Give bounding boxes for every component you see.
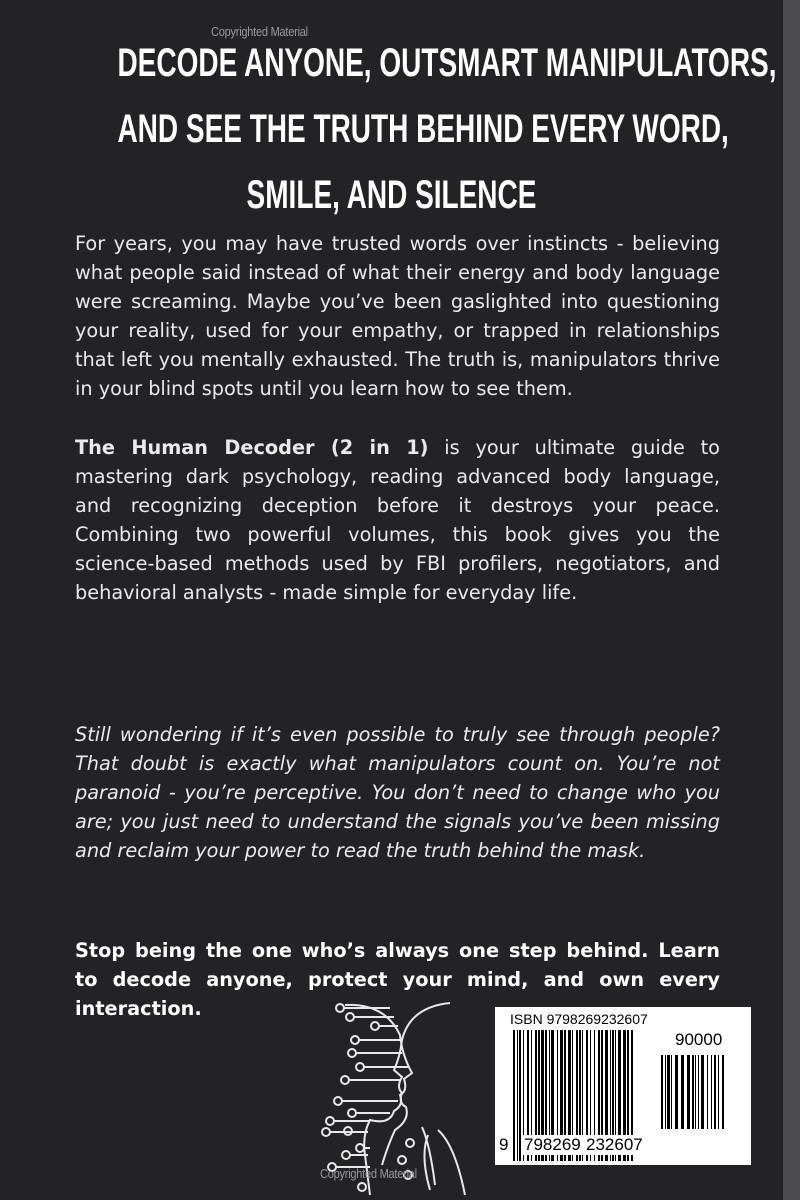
barcode-bar — [665, 1055, 666, 1129]
book-title-bold: The Human Decoder (2 in 1) — [75, 436, 429, 459]
barcode-bar — [687, 1055, 690, 1129]
headline — [0, 30, 783, 228]
barcode-digit-first: 9 — [499, 1135, 509, 1154]
intro-paragraph: For years, you may have trusted words over instincts - believing what people said instead of what their energy and body language were screaming. Maybe you’ve been gaslighted into questioning your reality, used for your empathy, or trapped in relationships that left you mentally exhausted. The truth is, manipulators thrive in your blind spots until you learn how to see them. — [75, 232, 720, 400]
barcode-digits-right: 232607 — [586, 1135, 643, 1154]
isbn-label: ISBN 9798269232607 — [510, 1011, 648, 1027]
barcode-bar — [681, 1055, 684, 1129]
barcode-bar — [517, 1030, 518, 1161]
barcode-bar — [711, 1055, 712, 1129]
barcode-bar — [714, 1055, 716, 1129]
barcode-bar — [661, 1055, 663, 1129]
watermark-bottom: Copyrighted Material — [320, 1166, 417, 1181]
barcode-bar — [698, 1055, 699, 1129]
headline-line-1: DECODE ANYONE, OUTSMART MANIPULATORS, — [117, 41, 777, 85]
barcode-bar — [695, 1055, 696, 1129]
barcode-bar — [513, 1030, 515, 1161]
italic-paragraph: Still wondering if it’s even possible to truly see through people? That doubt is exactly what manipulators count on. You’re not paranoid - you’re perceptive. You don’t need to change who you are; you just need to understand the signals you’ve been missing and reclaim your power to read the truth behind the mask. — [75, 723, 720, 862]
barcode-digits-left: 798269 — [524, 1135, 581, 1154]
price-code: 90000 — [675, 1030, 723, 1049]
call-to-action-paragraph: Stop being the one who’s always one step behind. Learn to decode anyone, protect your mind, and own every interaction. — [75, 939, 720, 1020]
barcode-bar — [692, 1055, 694, 1129]
headline-line-2: AND SEE THE TRUTH BEHIND EVERY WORD, — [117, 107, 729, 151]
isbn-barcode — [495, 1007, 751, 1165]
barcode-bar — [707, 1055, 708, 1129]
barcode-bar — [667, 1055, 670, 1129]
barcode-bar — [519, 1030, 521, 1161]
headline-line-3: SMILE, AND SILENCE — [246, 173, 537, 217]
barcode-bar — [722, 1055, 724, 1129]
spine-edge — [783, 0, 800, 1200]
barcode-bar — [671, 1055, 672, 1129]
description-text: is your ultimate guide to mastering dark psychology, reading advanced body language, and recognizing deception before it destroys your peace. Combining two powerful volumes, this book gives you the science-based methods used by FBI profilers, negotiators, and behavioral analysts - made simple for everyday life. — [75, 436, 720, 604]
barcode-bar — [701, 1055, 704, 1129]
watermark-top: Copyrighted Material — [211, 24, 308, 39]
barcode-bar — [718, 1055, 719, 1129]
book-description-paragraph — [75, 433, 720, 607]
barcode-bar — [675, 1055, 678, 1129]
